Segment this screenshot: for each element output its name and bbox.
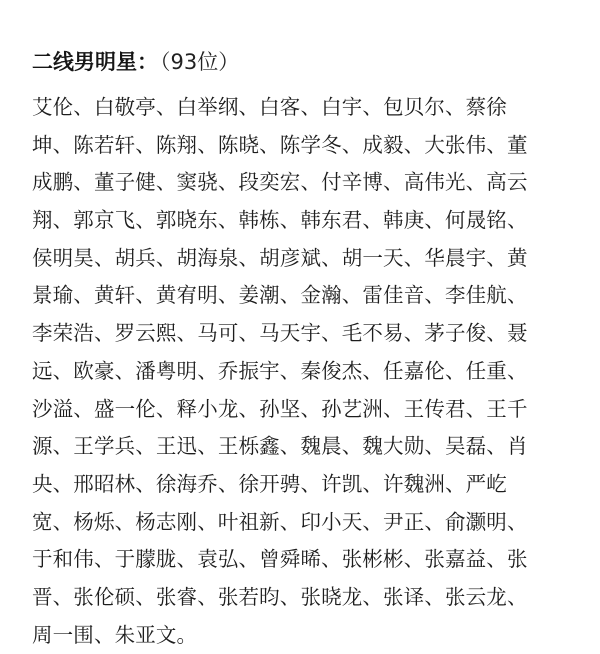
name-list-line: 源、王学兵、王迅、王栎鑫、魏晨、魏大勋、吴磊、肖	[32, 434, 528, 459]
name-list-line: 坤、陈若轩、陈翔、陈晓、陈学冬、成毅、大张伟、董	[32, 132, 528, 157]
name-list-line: 周一围、朱亚文。	[32, 622, 198, 647]
name-list-line: 远、欧豪、潘粤明、乔振宇、秦俊杰、任嘉伦、任重、	[32, 358, 528, 383]
name-list-line: 艾伦、白敬亭、白举纲、白客、白宇、包贝尔、蔡徐	[32, 95, 507, 119]
name-list-line: 翔、郭京飞、郭晓东、韩栋、韩东君、韩庚、何晟铭、	[32, 208, 528, 233]
name-list-line: 成鹏、董子健、窦骁、段奕宏、付辛博、高伟光、高云	[32, 170, 528, 195]
name-list-line: 央、邢昭林、徐海乔、徐开骋、许凯、许魏洲、严屹	[32, 471, 507, 496]
name-list-line: 景瑜、黄轩、黄宥明、姜潮、金瀚、雷佳音、李佳航、	[32, 283, 528, 308]
name-list-line: 于和伟、于朦胧、袁弘、曾舜晞、张彬彬、张嘉益、张	[32, 547, 528, 572]
heading-count: （93位）	[160, 50, 240, 74]
name-list	[32, 89, 572, 654]
name-list-line: 宽、杨烁、杨志刚、叶祖新、印小天、尹正、俞灏明、	[32, 509, 528, 534]
name-list-line: 侯明昊、胡兵、胡海泉、胡彦斌、胡一天、华晨宇、黄	[32, 245, 528, 270]
name-list-line: 李荣浩、罗云熙、马可、马天宇、毛不易、茅子俊、聂	[32, 321, 528, 346]
heading-title: 二线男明星：	[32, 50, 158, 74]
name-list-line: 沙溢、盛一伦、释小龙、孙坚、孙艺洲、王传君、王千	[32, 396, 528, 421]
name-list-line: 晋、张伦硕、张睿、张若昀、张晓龙、张译、张云龙、	[32, 584, 528, 609]
section-heading	[32, 44, 239, 80]
